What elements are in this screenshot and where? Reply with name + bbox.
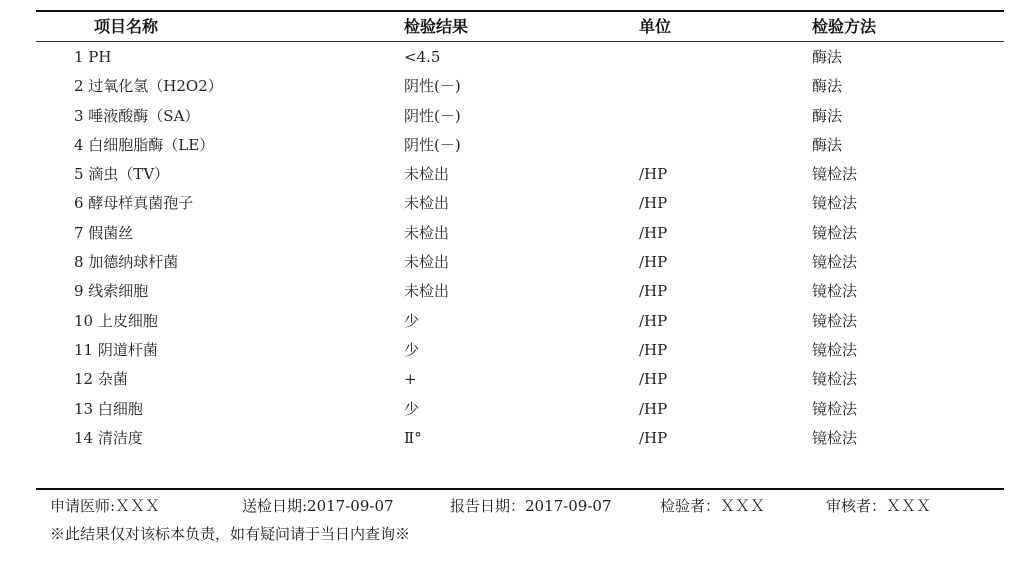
row-name: 13 白细胞 bbox=[74, 399, 143, 418]
row-name: 1 PH bbox=[74, 48, 112, 66]
table-body bbox=[36, 43, 1004, 453]
requesting-doctor: 申请医师:ＸＸＸ bbox=[50, 497, 161, 515]
row-result: 阴性(－) bbox=[404, 135, 461, 154]
header-method: 检验方法 bbox=[812, 17, 877, 36]
row-name: 8 加德纳球杆菌 bbox=[74, 253, 179, 272]
table-header bbox=[36, 14, 1004, 40]
row-result: 少 bbox=[404, 340, 420, 359]
row-name: 9 线索细胞 bbox=[74, 282, 149, 301]
row-method: 镜检法 bbox=[812, 340, 858, 359]
row-name: 4 白细胞脂酶（LE） bbox=[74, 135, 215, 154]
table-row bbox=[36, 365, 1004, 394]
header-unit: 单位 bbox=[639, 17, 672, 36]
row-result: 阴性(－) bbox=[404, 77, 461, 96]
row-method: 酶法 bbox=[812, 106, 843, 125]
row-method: 镜检法 bbox=[812, 165, 858, 184]
row-result: 未检出 bbox=[404, 223, 450, 242]
row-result: <4.5 bbox=[404, 48, 441, 66]
row-result: Ⅱ° bbox=[404, 428, 422, 447]
table-row bbox=[36, 248, 1004, 277]
row-name: 5 滴虫（TV） bbox=[74, 165, 170, 184]
row-result: + bbox=[404, 370, 417, 389]
row-method: 镜检法 bbox=[812, 194, 858, 213]
header-result: 检验结果 bbox=[404, 17, 469, 36]
row-method: 镜检法 bbox=[812, 223, 858, 242]
header-name: 项目名称 bbox=[94, 17, 159, 36]
row-unit: /HP bbox=[639, 399, 668, 418]
header-rule bbox=[36, 41, 1004, 42]
row-name: 11 阴道杆菌 bbox=[74, 340, 158, 359]
table-row bbox=[36, 424, 1004, 453]
tester: 检验者：ＸＸＸ bbox=[660, 497, 766, 515]
row-method: 镜检法 bbox=[812, 253, 858, 272]
row-unit: /HP bbox=[639, 311, 668, 330]
table-row bbox=[36, 189, 1004, 218]
row-unit: /HP bbox=[639, 428, 668, 447]
table-row bbox=[36, 307, 1004, 336]
row-unit: /HP bbox=[639, 340, 668, 359]
row-name: 14 清洁度 bbox=[74, 428, 143, 447]
row-unit: /HP bbox=[639, 370, 668, 389]
row-result: 未检出 bbox=[404, 165, 450, 184]
row-method: 镜检法 bbox=[812, 311, 858, 330]
row-method: 酶法 bbox=[812, 135, 843, 154]
top-rule bbox=[36, 10, 1004, 12]
table-row bbox=[36, 72, 1004, 101]
row-result: 少 bbox=[404, 399, 420, 418]
row-unit: /HP bbox=[639, 194, 668, 213]
row-method: 镜检法 bbox=[812, 428, 858, 447]
row-name: 10 上皮细胞 bbox=[74, 311, 158, 330]
report-signatures bbox=[50, 494, 990, 518]
table-row bbox=[36, 219, 1004, 248]
table-row bbox=[36, 43, 1004, 72]
row-name: 6 酵母样真菌孢子 bbox=[74, 194, 194, 213]
row-name: 7 假菌丝 bbox=[74, 223, 134, 242]
table-row bbox=[36, 160, 1004, 189]
row-unit: /HP bbox=[639, 165, 668, 184]
row-unit: /HP bbox=[639, 223, 668, 242]
table-row bbox=[36, 131, 1004, 160]
reviewer: 审核者：ＸＸＸ bbox=[826, 497, 932, 515]
row-unit: /HP bbox=[639, 253, 668, 272]
row-result: 未检出 bbox=[404, 282, 450, 301]
row-name: 3 唾液酸酶（SA） bbox=[74, 106, 200, 125]
table-row bbox=[36, 336, 1004, 365]
row-name: 2 过氧化氢（H2O2） bbox=[74, 77, 223, 96]
report-date: 报告日期：2017-09-07 bbox=[450, 497, 612, 515]
bottom-rule bbox=[36, 488, 1004, 490]
row-result: 少 bbox=[404, 311, 420, 330]
row-name: 12 杂菌 bbox=[74, 370, 128, 389]
row-result: 未检出 bbox=[404, 194, 450, 213]
row-method: 酶法 bbox=[812, 77, 843, 96]
table-row bbox=[36, 277, 1004, 306]
row-result: 未检出 bbox=[404, 253, 450, 272]
row-unit: /HP bbox=[639, 282, 668, 301]
row-result: 阴性(－) bbox=[404, 106, 461, 125]
table-row bbox=[36, 395, 1004, 424]
send-date: 送检日期:2017-09-07 bbox=[242, 497, 394, 515]
row-method: 镜检法 bbox=[812, 370, 858, 389]
lab-report bbox=[36, 0, 1004, 564]
row-method: 酶法 bbox=[812, 48, 843, 66]
row-method: 镜检法 bbox=[812, 282, 858, 301]
disclaimer-note: ※此结果仅对该标本负责，如有疑问请于当日内查询※ bbox=[50, 525, 411, 543]
row-method: 镜检法 bbox=[812, 399, 858, 418]
table-row bbox=[36, 102, 1004, 131]
